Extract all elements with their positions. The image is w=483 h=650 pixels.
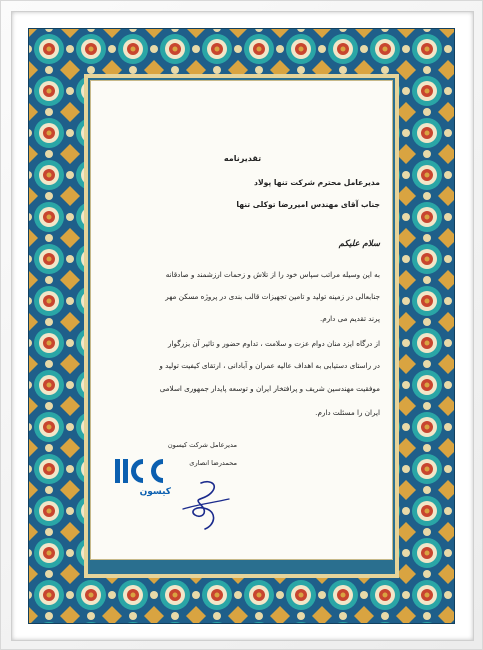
signatory-title: مدیرعامل شرکت کیسون	[167, 441, 237, 449]
logo-caption: کیسون	[139, 487, 171, 497]
body-line: به این وسیله مراتب سپاس خود را از تلاش و زحمات ارزشمند و صادقانه	[165, 270, 380, 279]
handwritten-signature	[171, 475, 241, 535]
body-line: جنابعالی در زمینه تولید و تامین تجهیزات قالب بندی در پروژه مسکن مهر	[165, 292, 380, 301]
body-line: پرند تقدیم می دارم.	[319, 314, 380, 323]
body-line: موفقیت مهندسین شریف و پرافتخار ایران و توسعه پایدار جمهوری اسلامی	[159, 384, 380, 393]
body-line: از درگاه ایزد منان دوام عزت و سلامت ، تداوم حضور و تاثیر آن بزرگوار	[168, 339, 380, 348]
document-title: تقدیرنامه	[223, 154, 262, 163]
signatory-name: محمدرضا انصاری	[189, 459, 237, 467]
body-line: در راستای دستیابی به اهداف عالیه عمران و آبادانی ، ارتقای کیفیت تولید و	[159, 361, 380, 370]
certificate-paper	[90, 80, 393, 560]
addressee-line: جناب آقای مهندس امیررضا توکلی تنها	[236, 200, 380, 209]
greeting: سلام علیکم	[338, 239, 380, 249]
body-line: ایران را مسئلت دارم.	[315, 408, 380, 417]
kcc-logo	[113, 457, 173, 497]
recipient-line: مدیرعامل محترم شرکت تنها پولاد	[254, 178, 380, 187]
